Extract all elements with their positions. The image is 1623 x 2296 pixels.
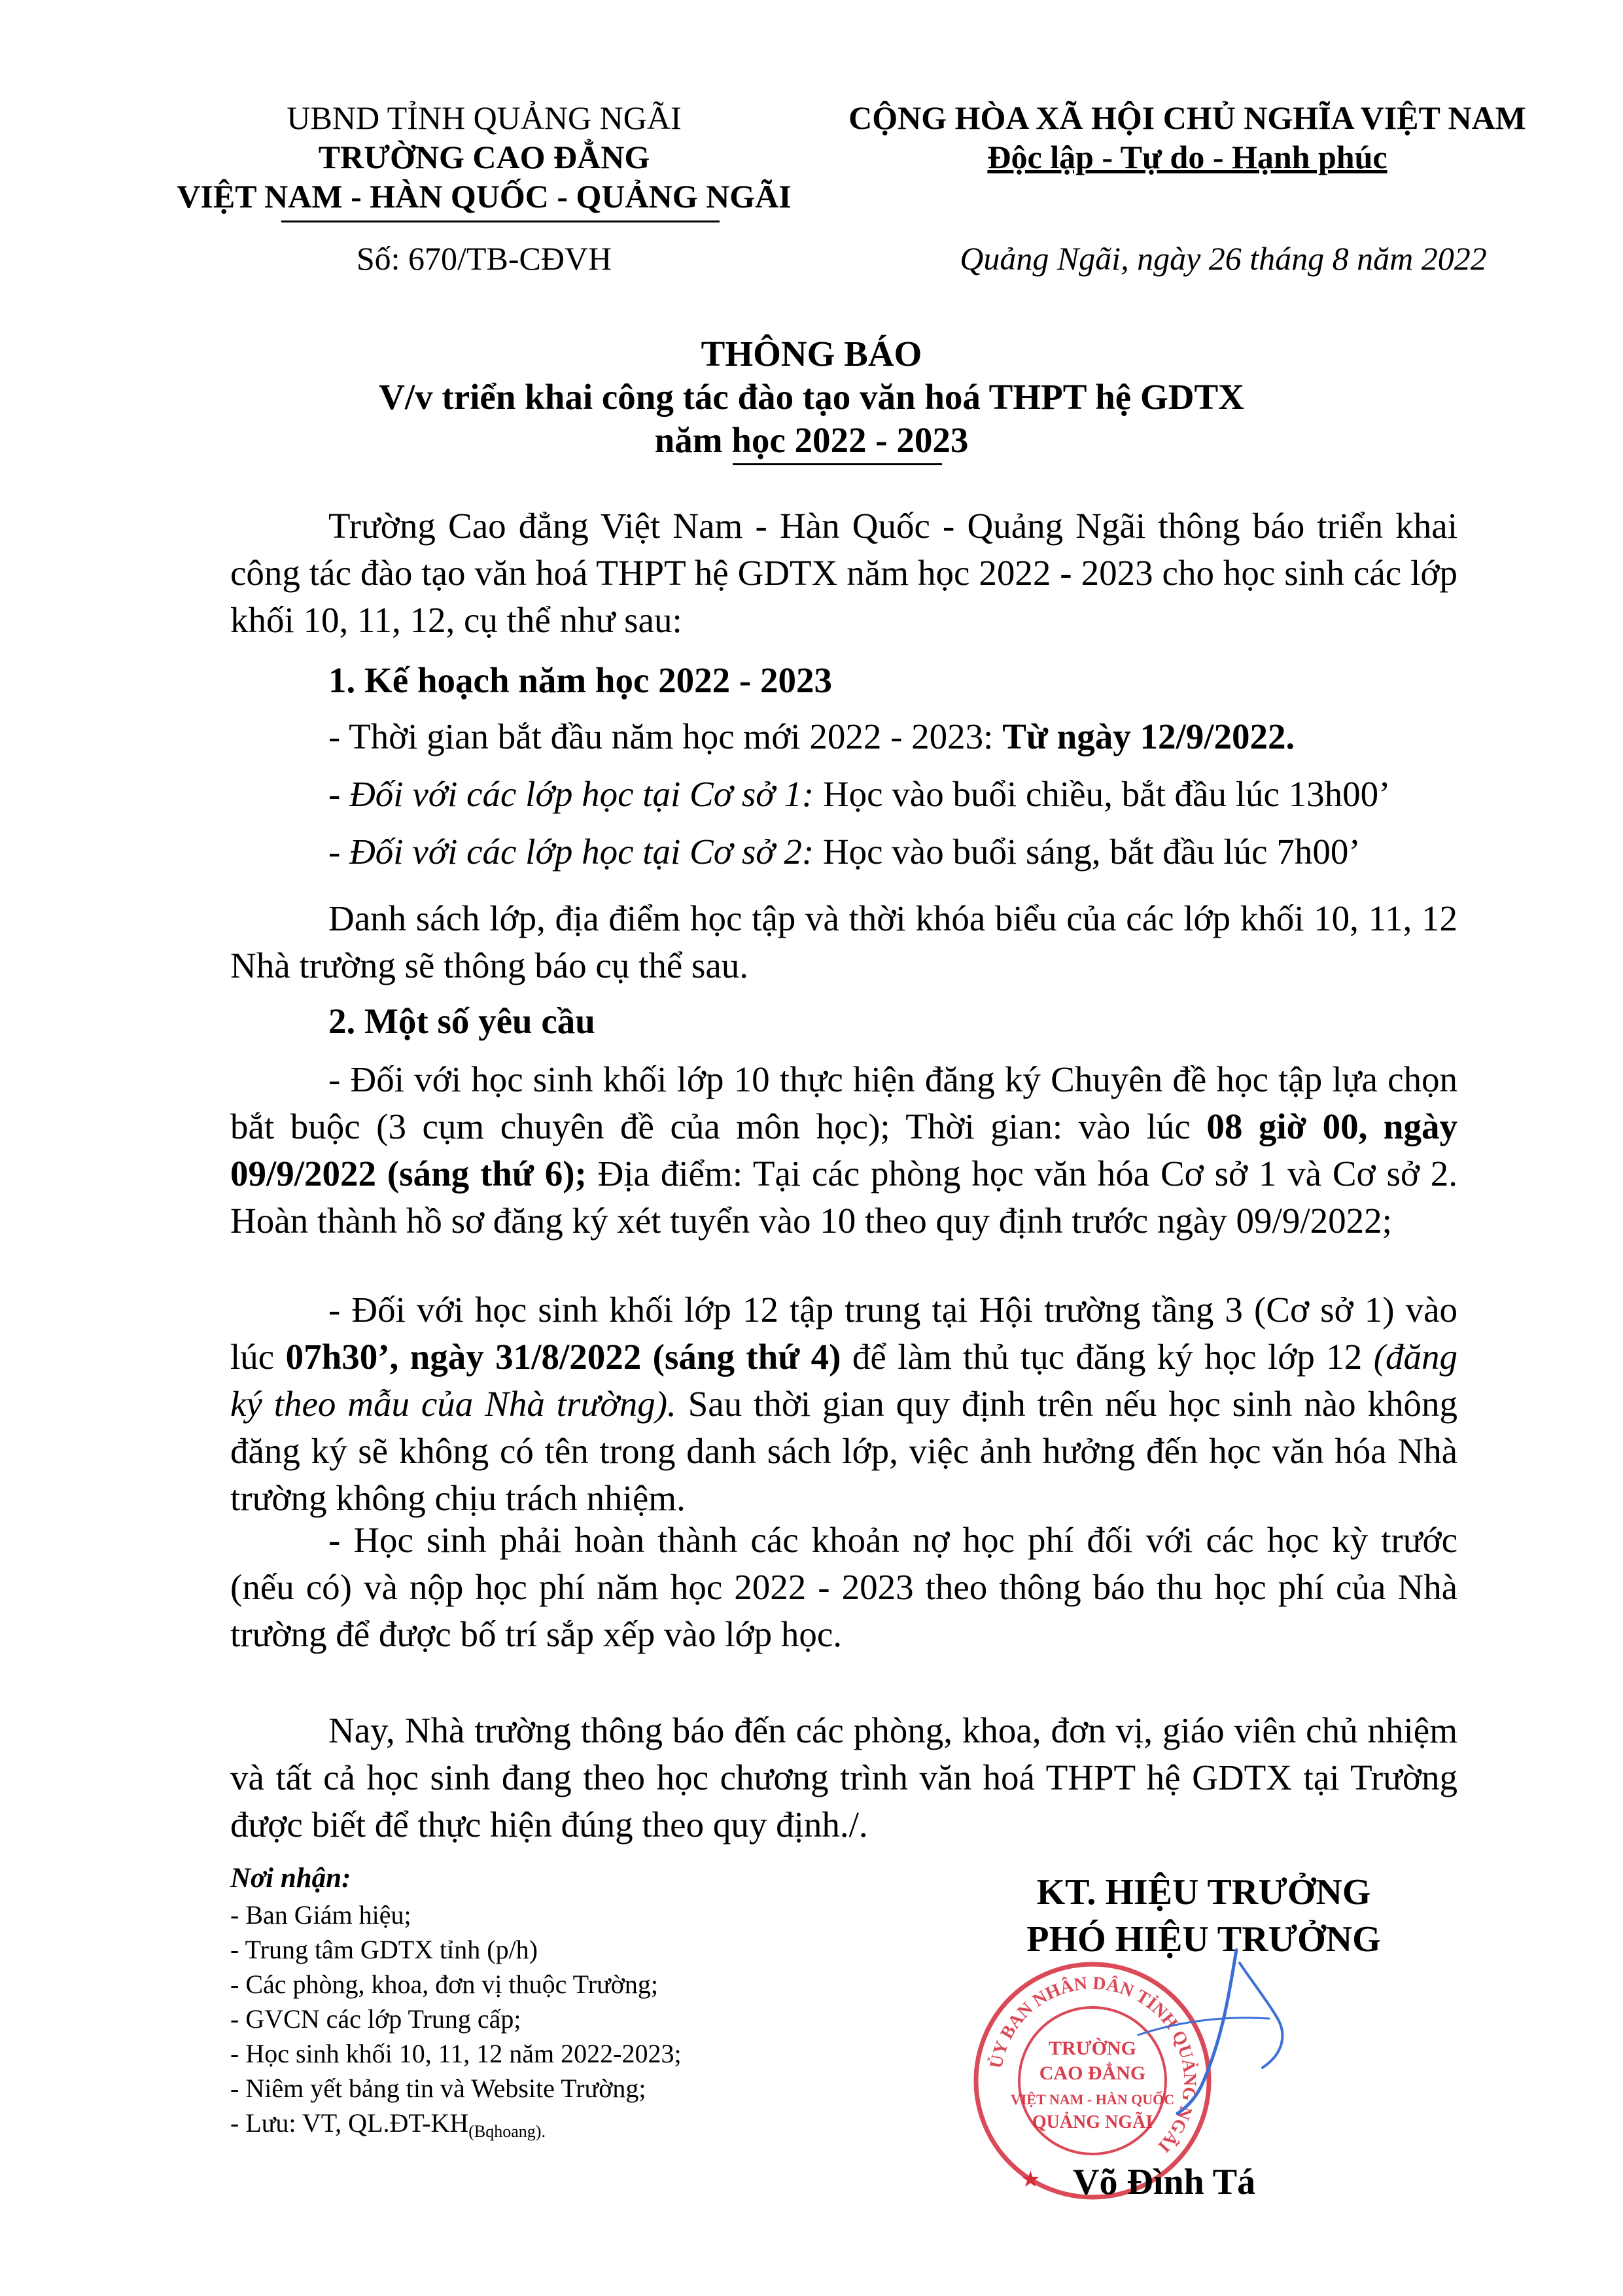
province-name: UBND TỈNH QUẢNG NGÃI — [287, 99, 682, 136]
section1-heading: 1. Kế hoạch năm học 2022 - 2023 — [328, 660, 832, 700]
start-date-value: Từ ngày 12/9/2022. — [1002, 716, 1295, 756]
closing-paragraph: Nay, Nhà trường thông báo đến các phòng, khoa, đơn vị, giáo viên chủ nhiệm và tất cả học sinh đang theo học chương trình văn hoá THPT hệ GDTX tại Trường được biết để thực hiện đúng theo quy định./. — [230, 1710, 1457, 1845]
section1-campus2 — [328, 828, 1361, 875]
signature-line1: KT. HIỆU TRƯỞNG — [1036, 1872, 1371, 1913]
p1-text-c: Địa điểm: Tại các phòng học văn hóa Cơ sở 1 và Cơ sở 2. Hoàn thành hồ sơ đăng ký xét tuyển vào 10 theo quy định trước ngày 09/9/2022; — [230, 1154, 1457, 1241]
intro-paragraph: Trường Cao đẳng Việt Nam - Hàn Quốc - Quảng Ngãi thông báo triển khai công tác đào tạo văn hoá THPT hệ GDTX năm học 2022 - 2023 cho học sinh các lớp khối 10, 11, 12, cụ thể như sau: — [230, 506, 1457, 640]
recipient-item: - Các phòng, khoa, đơn vị thuộc Trường; — [230, 1969, 658, 1999]
document-number: Số: 670/TB-CĐVH — [356, 240, 612, 277]
motto: Độc lập - Tự do - Hạnh phúc — [987, 139, 1387, 175]
stamp-star-icon: ★ — [1021, 2168, 1041, 2192]
p2-datetime: 07h30’, ngày 31/8/2022 (sáng thứ 4) — [285, 1337, 841, 1377]
campus2-label: - Đối với các lớp học tại Cơ sở 2: — [328, 832, 814, 872]
recipient-item: - GVCN các lớp Trung cấp; — [230, 2004, 521, 2034]
p2-text-e: Sau thời gian quy định trên nếu học sinh nào không đăng ký sẽ không có tên trong danh sách lớp, việc ảnh hưởng đến học văn hóa Nhà trường không chịu trách nhiệm. — [230, 1384, 1457, 1518]
header-left — [157, 98, 811, 216]
recipient-item: - Trung tâm GDTX tỉnh (p/h) — [230, 1935, 538, 1964]
start-date-text: - Thời gian bắt đầu năm học mới 2022 - 2023: — [328, 716, 1003, 756]
title-block — [157, 332, 1466, 462]
section2-heading: 2. Một số yêu cầu — [328, 1001, 595, 1041]
title-underline — [733, 463, 942, 465]
archive-text: - Lưu: VT, QL.ĐT-KH — [230, 2108, 469, 2138]
handwritten-signature — [1073, 1937, 1348, 2133]
section2-paragraph2 — [230, 1286, 1457, 1522]
stamp-line3: VIỆT NAM - HÀN QUỐC — [1010, 2091, 1175, 2108]
p1-text-a: - Đối với học sinh khối lớp 10 thực hiện đăng ký Chuyên đề học tập lựa chọn bắt buộc (3 cụm chuyên đề của môn học); Thời gian: vào lúc — [230, 1059, 1457, 1146]
section2-paragraph3: - Học sinh phải hoàn thành các khoản nợ học phí đối với các học kỳ trước (nếu có) và nộp học phí năm học 2022 - 2023 theo thông báo thu học phí của Nhà trường để được bố trí sắp xếp vào lớp học. — [230, 1520, 1457, 1654]
section1-campus1 — [328, 771, 1390, 818]
p2-note: (đăng ký theo mẫu của Nhà trường). — [230, 1337, 1458, 1424]
school-name-line1: TRƯỜNG CAO ĐẲNG — [318, 139, 650, 175]
recipient-item-archive — [230, 2106, 546, 2149]
archive-initials: (Bqhoang). — [468, 2122, 546, 2141]
school-name-line2: VIỆT NAM - HÀN QUỐC - QUẢNG NGÃI — [177, 178, 792, 215]
recipient-item: - Niêm yết bảng tin và Website Trường; — [230, 2074, 646, 2103]
p1-datetime: 08 giờ 00, ngày 09/9/2022 (sáng thứ 6); — [230, 1106, 1457, 1193]
stamp-line4: QUẢNG NGÃI — [1032, 2112, 1153, 2132]
title-subject: V/v triển khai công tác đào tạo văn hoá THPT hệ GDTX — [379, 377, 1244, 417]
campus1-text: Học vào buổi chiều, bắt đầu lúc 13h00’ — [814, 774, 1391, 814]
signature-line2: PHÓ HIỆU TRƯỞNG — [1026, 1919, 1381, 1960]
recipient-item: - Học sinh khối 10, 11, 12 năm 2022-2023; — [230, 2039, 682, 2068]
stamp-ring-text: ỦY BAN NHÂN DÂN TỈNH QUẢNG NGÃI — [986, 1973, 1200, 2157]
stamp-line2: CAO ĐẲNG — [1039, 2062, 1146, 2084]
stamp-line1: TRƯỜNG — [1049, 2038, 1136, 2059]
recipients-title: Nơi nhận: — [230, 1863, 351, 1894]
recipient-item: - Ban Giám hiệu; — [230, 1900, 411, 1930]
section2-paragraph1 — [230, 1056, 1457, 1245]
country-name: CỘNG HÒA XÃ HỘI CHỦ NGHĨA VIỆT NAM — [848, 99, 1526, 136]
section1-start-date — [328, 713, 1295, 760]
title-year: năm học 2022 - 2023 — [654, 420, 969, 460]
p2-text-c: để làm thủ tục đăng ký học lớp 12 — [841, 1337, 1374, 1377]
p2-text-a: - Đối với học sinh khối lớp 12 tập trung tại Hội trường tầng 3 (Cơ sở 1) vào lúc — [230, 1290, 1457, 1377]
section1-list-note: Danh sách lớp, địa điểm học tập và thời khóa biểu của các lớp khối 10, 11, 12 Nhà trường sẽ thông báo cụ thể sau. — [230, 898, 1457, 985]
header-right — [844, 98, 1531, 177]
header-left-underline — [281, 221, 720, 222]
campus2-text: Học vào buổi sáng, bắt đầu lúc 7h00’ — [814, 832, 1361, 872]
document-date: Quảng Ngãi, ngày 26 tháng 8 năm 2022 — [960, 240, 1487, 277]
title-main: THÔNG BÁO — [701, 334, 922, 374]
campus1-label: - Đối với các lớp học tại Cơ sở 1: — [328, 774, 814, 814]
signer-name: Võ Đình Tá — [1073, 2162, 1256, 2202]
